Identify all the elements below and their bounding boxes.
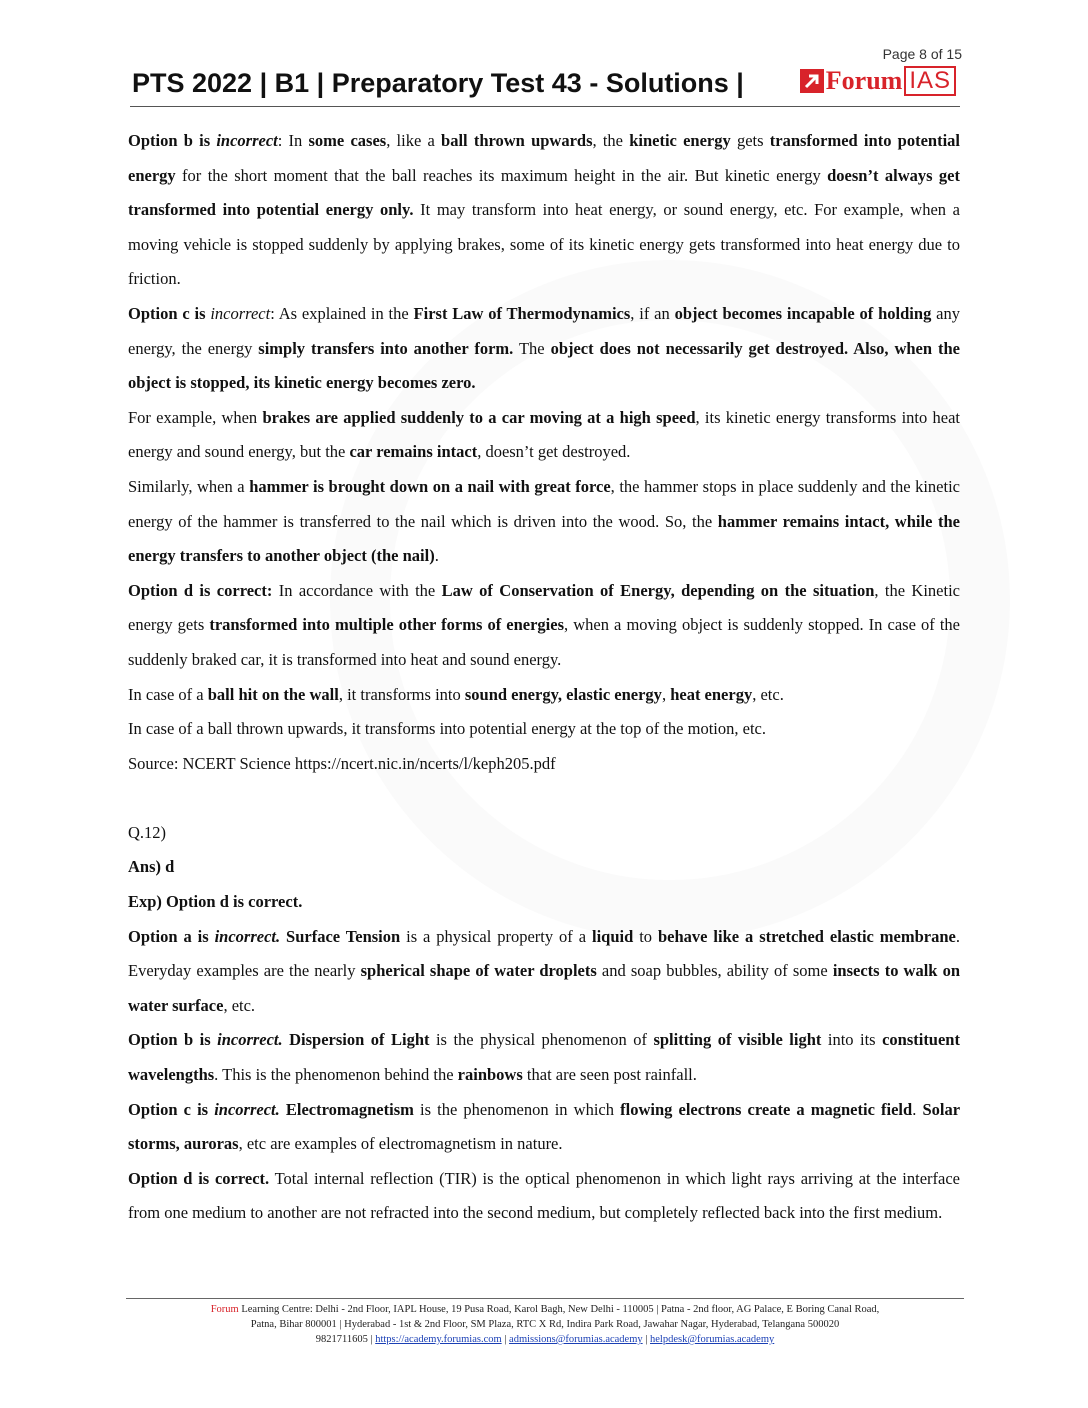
footer-contact-line: 9821711605 | https://academy.forumias.com | admissions@forumias.academy | helpdesk@forumias.academy xyxy=(315,1334,775,1345)
page-footer xyxy=(126,1298,964,1347)
paragraph-option-c-energy: Option c is incorrect: As explained in the First Law of Thermodynamics, if an object becomes incapable of holding any energy, the energy simply transfers into another form. The object does not necessarily get destroyed. Also, when the object is stopped, its kinetic energy becomes zero. xyxy=(128,303,960,393)
paragraph-option-b-energy: Option b is incorrect: In some cases, like a ball thrown upwards, the kinetic energy gets transformed into potential energy for the short moment that the ball reaches its maximum height in the air. But kinetic energy doesn’t always get transformed into potential energy only. It may transform into heat energy, or sound energy, etc. For example, when a moving vehicle is stopped suddenly by applying brakes, some of its kinetic energy gets transformed into heat energy due to friction. xyxy=(128,131,961,289)
academy-website-link[interactable]: https://academy.forumias.com xyxy=(375,1334,502,1345)
page-header xyxy=(130,66,960,107)
paragraph-hammer-example: Similarly, when a hammer is brought down on a nail with great force, the hammer stops in place suddenly and the kinetic energy of the hammer is transferred to the nail which is driven into the wood. So, the hammer remains intact, while the energy transfers to another object (the nail). xyxy=(128,476,960,566)
paragraph-option-b-dispersion: Option b is incorrect. Dispersion of Light is the physical phenomenon of splitting of visible light into its constituent wavelengths. This is the phenomenon behind the rainbows that are seen post rainfall. xyxy=(128,1030,960,1085)
paragraph-car-example: For example, when brakes are applied suddenly to a car moving at a high speed, its kinetic energy transforms into heat energy and sound energy, but the car remains intact, doesn’t get destroyed. xyxy=(128,407,961,462)
paragraph-option-d-energy: Option d is correct: In accordance with the Law of Conservation of Energy, depending on the situation, the Kinetic energy gets transformed into multiple other forms of energies, when a moving object is suddenly stopped. In case of the suddenly braked car, it is transformed into heat and sound energy. xyxy=(128,580,960,669)
helpdesk-email-link[interactable]: helpdesk@forumias.academy xyxy=(650,1334,775,1345)
paragraph-option-c-electromagnetism: Option c is incorrect. Electromagnetism is the phenomenon in which flowing electrons create a magnetic field. Solar storms, auroras, etc are examples of electromagnetism in nature. xyxy=(128,1099,961,1154)
page-number: Page 8 of 15 xyxy=(882,46,962,62)
footer-phone: 9821711605 xyxy=(315,1334,368,1345)
admissions-email-link[interactable]: admissions@forumias.academy xyxy=(509,1334,643,1345)
logo-forum-text: Forum xyxy=(825,66,903,95)
explanation-line: Exp) Option d is correct. xyxy=(128,892,303,912)
arrow-up-right-icon xyxy=(800,69,824,93)
paragraph-option-a-surface-tension: Option a is incorrect. Surface Tension is a physical property of a liquid to behave like a stretched elastic membrane. Everyday examples are the nearly spherical shape of water droplets and soap bubbles, ability of some insects to walk on water surface, etc. xyxy=(128,926,961,1015)
source-line: Source: NCERT Science https://ncert.nic.in/ncerts/l/keph205.pdf xyxy=(128,753,556,773)
logo-ias-text: IAS xyxy=(904,66,956,96)
question-number: Q.12) xyxy=(128,822,167,842)
paragraph-option-d-tir: Option d is correct. Total internal reflection (TIR) is the optical phenomenon in which light rays arriving at the interface from one medium to another are not refracted into the second medium, but completely reflected back into the first medium. xyxy=(128,1168,960,1223)
paragraph-ball-upwards: In case of a ball thrown upwards, it transforms into potential energy at the top of the motion, etc. xyxy=(128,719,766,739)
paragraph-ball-wall: In case of a ball hit on the wall, it transforms into sound energy, elastic energy, heat energy, etc. xyxy=(128,684,784,704)
answer-line: Ans) d xyxy=(128,857,175,877)
forumias-logo xyxy=(800,66,956,96)
page-content xyxy=(128,124,960,1231)
document-title: PTS 2022 | B1 | Preparatory Test 43 - Solutions | xyxy=(132,68,744,98)
footer-address-line-1: Forum Learning Centre: Delhi - 2nd Floor, IAPL House, 19 Pusa Road, Karol Bagh, New Delhi - 110005 | Patna - 2nd floor, AG Palace, E Boring Canal Road, xyxy=(210,1304,880,1315)
spacer xyxy=(128,781,960,816)
footer-address-line-2: Patna, Bihar 800001 | Hyderabad - 1st & 2nd Floor, SM Plaza, RTC X Rd, Indira Park Road, Jawahar Nagar, Hyderabad, Telangana 500020 xyxy=(250,1319,840,1330)
footer-brand: Forum xyxy=(210,1304,239,1315)
